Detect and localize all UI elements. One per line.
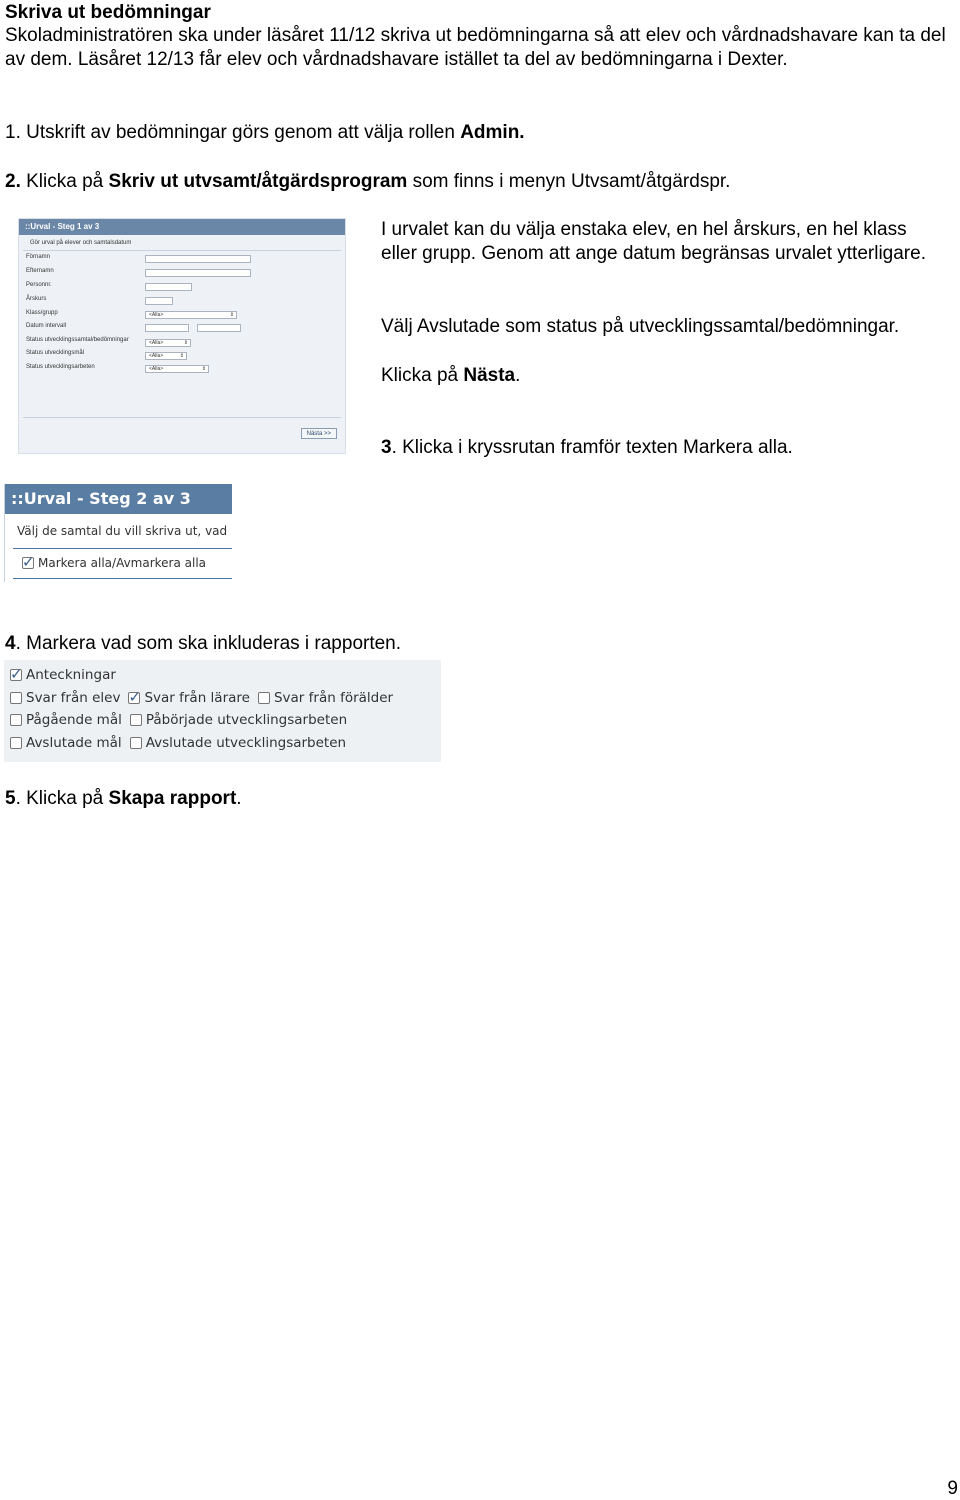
step-4-text: . Markera vad som ska inkluderas i rapporten. <box>15 633 402 654</box>
urval-step1-header: ::Urval - Steg 1 av 3 <box>19 219 345 235</box>
anteckningar-checkbox[interactable] <box>10 669 22 681</box>
label-personnr: Personnr. <box>26 282 52 288</box>
step-4 <box>5 632 401 656</box>
click-next-post: . <box>515 365 521 386</box>
report-options-screenshot <box>4 660 441 762</box>
option-pagaende-mal[interactable] <box>10 712 122 728</box>
option-svar-larare[interactable] <box>128 690 250 706</box>
option-paborjade[interactable] <box>130 712 347 728</box>
option-svar-foralder[interactable] <box>258 690 393 706</box>
svar-foralder-label: Svar från förälder <box>273 690 394 706</box>
avslutade-mal-checkbox[interactable] <box>10 737 22 749</box>
step-2-text-pre: Klicka på <box>20 171 109 192</box>
step-2-text-post: som finns i menyn Utvsamt/åtgärdspr. <box>407 171 731 192</box>
nasta-button[interactable]: Nästa >> <box>301 428 337 439</box>
label-status-samtal: Status utvecklingssamtal/bedömningar <box>26 337 129 343</box>
arskurs-input[interactable] <box>145 297 173 305</box>
avslutade-mal-label: Avslutade mål <box>26 735 122 751</box>
options-row-4 <box>10 735 350 751</box>
options-row-3 <box>10 712 351 728</box>
intro-paragraph: Skoladministratören ska under läsåret 11/12 skriva ut bedömningarna så att elev och vårdnadshavare kan ta del av dem. Läsåret 12/13 får elev och vårdnadshavare istället ta del av bedömningarna i Dexter. <box>5 25 946 70</box>
step-2 <box>5 170 730 194</box>
urval-step2-screenshot <box>4 484 232 582</box>
options-row-2 <box>10 690 397 706</box>
paborjade-checkbox[interactable] <box>130 714 142 726</box>
avslutade-arb-checkbox[interactable] <box>130 737 142 749</box>
step-2-number: 2. <box>5 171 21 192</box>
divider <box>23 417 341 418</box>
efternamn-input[interactable] <box>145 269 251 277</box>
page-title: Skriva ut bedömningar <box>5 2 211 23</box>
option-svar-elev[interactable] <box>10 690 120 706</box>
urval-step2-header: ::Urval - Steg 2 av 3 <box>5 484 232 514</box>
step-3-text: . Klicka i kryssrutan framför texten Markera alla. <box>391 437 793 458</box>
svar-elev-label: Svar från elev <box>26 690 121 706</box>
option-avslutade-mal[interactable] <box>10 735 122 751</box>
step-3 <box>381 436 793 460</box>
divider <box>13 578 232 579</box>
label-status-mal: Status utvecklingsmål <box>26 350 85 356</box>
urval-step1-subheader: Gör urval på elever och samtalsdatum <box>23 235 341 251</box>
status-mal-select[interactable]: <Alla> ⇕ <box>145 352 187 360</box>
datum-to-input[interactable] <box>197 324 241 332</box>
status-arbeten-select[interactable]: <Alla> ⇕ <box>145 365 209 373</box>
markera-alla-label: Markera alla/Avmarkera alla <box>38 556 207 570</box>
label-fornamn: Förnamn <box>26 254 51 260</box>
step-1-text: Utskrift av bedömningar görs genom att välja rollen <box>20 122 461 143</box>
markera-alla-row[interactable] <box>22 556 206 570</box>
step-5-text-pre: . Klicka på <box>15 788 109 809</box>
svar-foralder-checkbox[interactable] <box>258 692 270 704</box>
svar-larare-checkbox[interactable] <box>128 692 140 704</box>
avslutade-arb-label: Avslutade utvecklingsarbeten <box>145 735 347 751</box>
svar-elev-checkbox[interactable] <box>10 692 22 704</box>
fornamn-input[interactable] <box>145 255 251 263</box>
datum-from-input[interactable] <box>145 324 189 332</box>
step-2-bold: Skriv ut utvsamt/åtgärdsprogram <box>108 171 408 192</box>
label-datum-intervall: Datum intervall <box>26 323 67 329</box>
pagaende-mal-label: Pågående mål <box>26 712 122 728</box>
svar-larare-label: Svar från lärare <box>144 690 250 706</box>
pagaende-mal-checkbox[interactable] <box>10 714 22 726</box>
markera-alla-checkbox[interactable] <box>22 557 34 569</box>
option-avslutade-arb[interactable] <box>130 735 346 751</box>
urval-description: I urvalet kan du välja enstaka elev, en hel årskurs, en hel klass eller grupp. Genom att ange datum begränsas urvalet ytterligare. <box>381 219 926 264</box>
step-3-number: 3 <box>381 437 392 458</box>
step-1 <box>5 121 525 145</box>
status-samtal-select[interactable]: <Alla> ⇕ <box>145 339 191 347</box>
paborjade-label: Påbörjade utvecklingsarbeten <box>145 712 348 728</box>
option-anteckningar[interactable] <box>10 667 116 683</box>
personnr-input[interactable] <box>145 283 192 291</box>
options-row-1 <box>10 667 120 683</box>
step-5-bold: Skapa rapport <box>108 788 237 809</box>
step-4-number: 4 <box>5 633 16 654</box>
urval-step2-hint: Välj de samtal du vill skriva ut, vad <box>17 524 228 538</box>
click-next-instruction <box>381 364 520 388</box>
klass-grupp-select[interactable]: <Alla> ⇕ <box>145 311 237 319</box>
status-instruction: Välj Avslutade som status på utvecklingssamtal/bedömningar. <box>381 316 900 337</box>
step-5-text-post: . <box>236 788 242 809</box>
label-status-arbeten: Status utvecklingsarbeten <box>26 364 95 370</box>
step-1-bold: Admin. <box>460 122 525 143</box>
click-next-pre: Klicka på <box>381 365 464 386</box>
label-arskurs: Årskurs <box>26 296 47 302</box>
step-1-number: 1. <box>5 122 21 143</box>
urval-step1-screenshot <box>18 218 346 454</box>
step-5 <box>5 787 242 811</box>
label-efternamn: Efternamn <box>26 268 54 274</box>
page-number: 9 <box>947 1478 958 1499</box>
anteckningar-label: Anteckningar <box>26 667 116 683</box>
divider <box>13 548 232 549</box>
click-next-bold: Nästa <box>463 365 516 386</box>
label-klass-grupp: Klass/grupp <box>26 310 58 316</box>
step-5-number: 5 <box>5 788 16 809</box>
